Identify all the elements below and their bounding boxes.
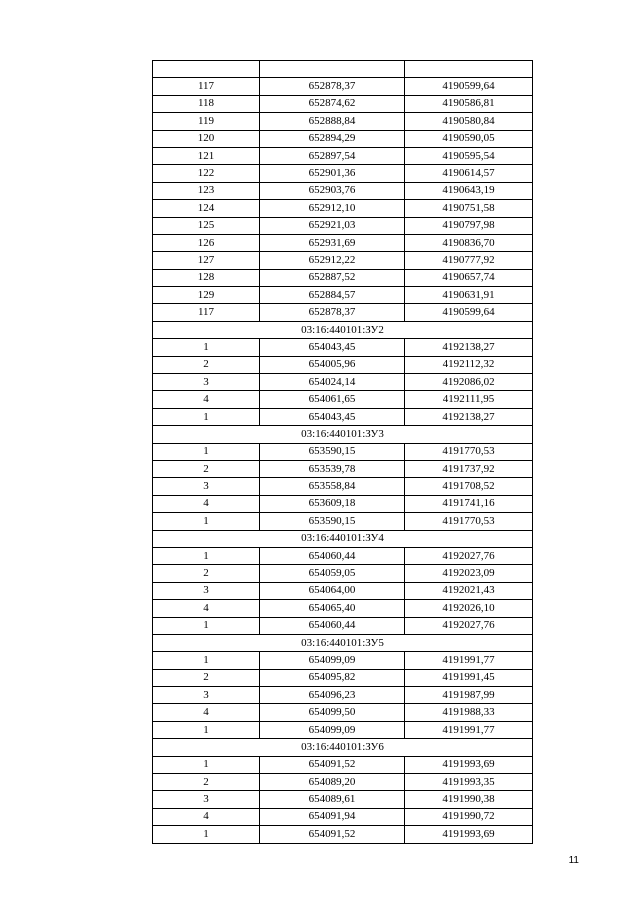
point-number-cell: 1 bbox=[153, 826, 260, 843]
y-coordinate-cell: 4192026,10 bbox=[405, 600, 533, 617]
table-row bbox=[153, 304, 533, 321]
section-title: 03:16:440101:ЗУ3 bbox=[153, 426, 533, 443]
point-number-cell: 126 bbox=[153, 234, 260, 251]
point-number-cell: 1 bbox=[153, 513, 260, 530]
x-coordinate-cell: 652878,37 bbox=[260, 78, 405, 95]
x-coordinate-cell: 654091,94 bbox=[260, 808, 405, 825]
x-coordinate-cell: 652884,57 bbox=[260, 287, 405, 304]
y-coordinate-cell: 4190595,54 bbox=[405, 147, 533, 164]
point-number-cell: 2 bbox=[153, 460, 260, 477]
y-coordinate-cell: 4191708,52 bbox=[405, 478, 533, 495]
table-row bbox=[153, 582, 533, 599]
y-coordinate-cell: 4190777,92 bbox=[405, 252, 533, 269]
y-coordinate-cell: 4190599,64 bbox=[405, 304, 533, 321]
table-row bbox=[153, 495, 533, 512]
y-coordinate-cell: 4191993,69 bbox=[405, 756, 533, 773]
x-coordinate-cell: 653590,15 bbox=[260, 443, 405, 460]
x-coordinate-cell: 654099,09 bbox=[260, 652, 405, 669]
table-row bbox=[153, 808, 533, 825]
y-coordinate-cell: 4192027,76 bbox=[405, 547, 533, 564]
x-coordinate-cell: 653609,18 bbox=[260, 495, 405, 512]
table-row bbox=[153, 721, 533, 738]
point-number-cell: 3 bbox=[153, 478, 260, 495]
x-coordinate-cell: 654091,52 bbox=[260, 756, 405, 773]
table-row bbox=[153, 165, 533, 182]
x-coordinate-cell: 652897,54 bbox=[260, 147, 405, 164]
y-coordinate-cell: 4192111,95 bbox=[405, 391, 533, 408]
table-row bbox=[153, 652, 533, 669]
section-title-row bbox=[153, 739, 533, 756]
y-coordinate-cell: 4190631,91 bbox=[405, 287, 533, 304]
point-number-cell: 1 bbox=[153, 617, 260, 634]
section-title-row bbox=[153, 321, 533, 338]
y-coordinate-cell: 4191993,35 bbox=[405, 774, 533, 791]
x-coordinate-cell: 652903,76 bbox=[260, 182, 405, 199]
table-row bbox=[153, 408, 533, 425]
point-number-cell: 1 bbox=[153, 339, 260, 356]
table-row bbox=[153, 704, 533, 721]
y-coordinate-cell: 4190657,74 bbox=[405, 269, 533, 286]
y-coordinate-cell: 4191991,77 bbox=[405, 721, 533, 738]
y-coordinate-cell: 4190797,98 bbox=[405, 217, 533, 234]
point-number-cell: 1 bbox=[153, 547, 260, 564]
page-number: 11 bbox=[568, 855, 579, 866]
table-row bbox=[153, 826, 533, 843]
point-number-cell: 118 bbox=[153, 95, 260, 112]
y-coordinate-cell: 4192023,09 bbox=[405, 565, 533, 582]
point-number-cell: 1 bbox=[153, 443, 260, 460]
x-coordinate-cell: 652901,36 bbox=[260, 165, 405, 182]
y-coordinate-cell: 4191770,53 bbox=[405, 443, 533, 460]
table-row bbox=[153, 391, 533, 408]
table-row bbox=[153, 374, 533, 391]
table-row bbox=[153, 217, 533, 234]
y-coordinate-cell: 4191737,92 bbox=[405, 460, 533, 477]
table-row bbox=[153, 547, 533, 564]
x-coordinate-cell: 652912,22 bbox=[260, 252, 405, 269]
point-number-cell: 125 bbox=[153, 217, 260, 234]
table-row bbox=[153, 687, 533, 704]
x-coordinate-cell: 652921,03 bbox=[260, 217, 405, 234]
point-number-cell: 1 bbox=[153, 652, 260, 669]
table-row bbox=[153, 182, 533, 199]
x-coordinate-cell: 653558,84 bbox=[260, 478, 405, 495]
table-row bbox=[153, 460, 533, 477]
table-row bbox=[153, 600, 533, 617]
section-title: 03:16:440101:ЗУ2 bbox=[153, 321, 533, 338]
table-row bbox=[153, 443, 533, 460]
table-row bbox=[153, 756, 533, 773]
x-coordinate-cell: 652912,10 bbox=[260, 200, 405, 217]
table-header-row bbox=[153, 61, 533, 78]
section-title-row bbox=[153, 426, 533, 443]
point-number-cell: 127 bbox=[153, 252, 260, 269]
point-number-cell: 4 bbox=[153, 391, 260, 408]
table-row bbox=[153, 669, 533, 686]
x-coordinate-cell: 654096,23 bbox=[260, 687, 405, 704]
table-row bbox=[153, 147, 533, 164]
x-coordinate-cell: 654089,20 bbox=[260, 774, 405, 791]
y-coordinate-cell: 4191990,38 bbox=[405, 791, 533, 808]
table-row bbox=[153, 287, 533, 304]
coordinates-table-body bbox=[153, 61, 533, 844]
point-number-cell: 4 bbox=[153, 600, 260, 617]
point-number-cell: 123 bbox=[153, 182, 260, 199]
y-coordinate-cell: 4190599,64 bbox=[405, 78, 533, 95]
y-coordinate-cell: 4190590,05 bbox=[405, 130, 533, 147]
y-coordinate-cell: 4190836,70 bbox=[405, 234, 533, 251]
point-number-cell: 2 bbox=[153, 669, 260, 686]
x-coordinate-cell: 652874,62 bbox=[260, 95, 405, 112]
point-number-cell: 117 bbox=[153, 78, 260, 95]
point-number-cell: 4 bbox=[153, 495, 260, 512]
x-coordinate-cell: 654059,05 bbox=[260, 565, 405, 582]
coordinates-table bbox=[152, 60, 533, 844]
table-row bbox=[153, 565, 533, 582]
x-coordinate-cell: 654060,44 bbox=[260, 547, 405, 564]
point-number-cell: 3 bbox=[153, 374, 260, 391]
table-row bbox=[153, 130, 533, 147]
y-coordinate-cell: 4192021,43 bbox=[405, 582, 533, 599]
section-title: 03:16:440101:ЗУ5 bbox=[153, 634, 533, 651]
point-number-cell: 117 bbox=[153, 304, 260, 321]
x-coordinate-cell: 654043,45 bbox=[260, 408, 405, 425]
section-title: 03:16:440101:ЗУ4 bbox=[153, 530, 533, 547]
y-coordinate-cell: 4192138,27 bbox=[405, 339, 533, 356]
table-row bbox=[153, 513, 533, 530]
section-title-row bbox=[153, 634, 533, 651]
y-coordinate-cell: 4192086,02 bbox=[405, 374, 533, 391]
y-coordinate-cell: 4190614,57 bbox=[405, 165, 533, 182]
point-number-cell: 4 bbox=[153, 808, 260, 825]
point-number-cell: 2 bbox=[153, 565, 260, 582]
table-row bbox=[153, 617, 533, 634]
y-coordinate-cell: 4192112,32 bbox=[405, 356, 533, 373]
y-coordinate-cell: 4191990,72 bbox=[405, 808, 533, 825]
y-coordinate-cell: 4190586,81 bbox=[405, 95, 533, 112]
point-number-cell: 1 bbox=[153, 721, 260, 738]
y-coordinate-cell: 4192027,76 bbox=[405, 617, 533, 634]
point-number-cell: 2 bbox=[153, 356, 260, 373]
x-coordinate-cell: 654099,09 bbox=[260, 721, 405, 738]
point-number-cell: 3 bbox=[153, 791, 260, 808]
point-number-cell: 1 bbox=[153, 408, 260, 425]
x-coordinate-cell: 652894,29 bbox=[260, 130, 405, 147]
point-number-cell: 3 bbox=[153, 687, 260, 704]
table-row bbox=[153, 791, 533, 808]
y-coordinate-cell: 4192138,27 bbox=[405, 408, 533, 425]
x-coordinate-cell: 654095,82 bbox=[260, 669, 405, 686]
table-row bbox=[153, 234, 533, 251]
y-coordinate-cell: 4190643,19 bbox=[405, 182, 533, 199]
x-coordinate-cell: 654024,14 bbox=[260, 374, 405, 391]
header-cell-point bbox=[153, 61, 260, 78]
point-number-cell: 4 bbox=[153, 704, 260, 721]
x-coordinate-cell: 653590,15 bbox=[260, 513, 405, 530]
x-coordinate-cell: 654043,45 bbox=[260, 339, 405, 356]
x-coordinate-cell: 652878,37 bbox=[260, 304, 405, 321]
x-coordinate-cell: 654065,40 bbox=[260, 600, 405, 617]
table-row bbox=[153, 95, 533, 112]
section-title-row bbox=[153, 530, 533, 547]
table-row bbox=[153, 78, 533, 95]
table-row bbox=[153, 113, 533, 130]
y-coordinate-cell: 4191993,69 bbox=[405, 826, 533, 843]
table-row bbox=[153, 252, 533, 269]
y-coordinate-cell: 4191770,53 bbox=[405, 513, 533, 530]
x-coordinate-cell: 654061,65 bbox=[260, 391, 405, 408]
x-coordinate-cell: 652931,69 bbox=[260, 234, 405, 251]
point-number-cell: 121 bbox=[153, 147, 260, 164]
point-number-cell: 128 bbox=[153, 269, 260, 286]
y-coordinate-cell: 4190580,84 bbox=[405, 113, 533, 130]
y-coordinate-cell: 4191741,16 bbox=[405, 495, 533, 512]
table-row bbox=[153, 339, 533, 356]
x-coordinate-cell: 654089,61 bbox=[260, 791, 405, 808]
section-title: 03:16:440101:ЗУ6 bbox=[153, 739, 533, 756]
table-row bbox=[153, 269, 533, 286]
header-cell-x bbox=[260, 61, 405, 78]
point-number-cell: 120 bbox=[153, 130, 260, 147]
y-coordinate-cell: 4191988,33 bbox=[405, 704, 533, 721]
y-coordinate-cell: 4191991,77 bbox=[405, 652, 533, 669]
point-number-cell: 3 bbox=[153, 582, 260, 599]
table-row bbox=[153, 200, 533, 217]
point-number-cell: 122 bbox=[153, 165, 260, 182]
header-cell-y bbox=[405, 61, 533, 78]
x-coordinate-cell: 654005,96 bbox=[260, 356, 405, 373]
y-coordinate-cell: 4191991,45 bbox=[405, 669, 533, 686]
y-coordinate-cell: 4190751,58 bbox=[405, 200, 533, 217]
table-row bbox=[153, 478, 533, 495]
x-coordinate-cell: 652888,84 bbox=[260, 113, 405, 130]
table-row bbox=[153, 356, 533, 373]
x-coordinate-cell: 654060,44 bbox=[260, 617, 405, 634]
point-number-cell: 2 bbox=[153, 774, 260, 791]
y-coordinate-cell: 4191987,99 bbox=[405, 687, 533, 704]
x-coordinate-cell: 654064,00 bbox=[260, 582, 405, 599]
x-coordinate-cell: 652887,52 bbox=[260, 269, 405, 286]
table-row bbox=[153, 774, 533, 791]
point-number-cell: 124 bbox=[153, 200, 260, 217]
point-number-cell: 129 bbox=[153, 287, 260, 304]
x-coordinate-cell: 654091,52 bbox=[260, 826, 405, 843]
x-coordinate-cell: 654099,50 bbox=[260, 704, 405, 721]
point-number-cell: 119 bbox=[153, 113, 260, 130]
x-coordinate-cell: 653539,78 bbox=[260, 460, 405, 477]
point-number-cell: 1 bbox=[153, 756, 260, 773]
